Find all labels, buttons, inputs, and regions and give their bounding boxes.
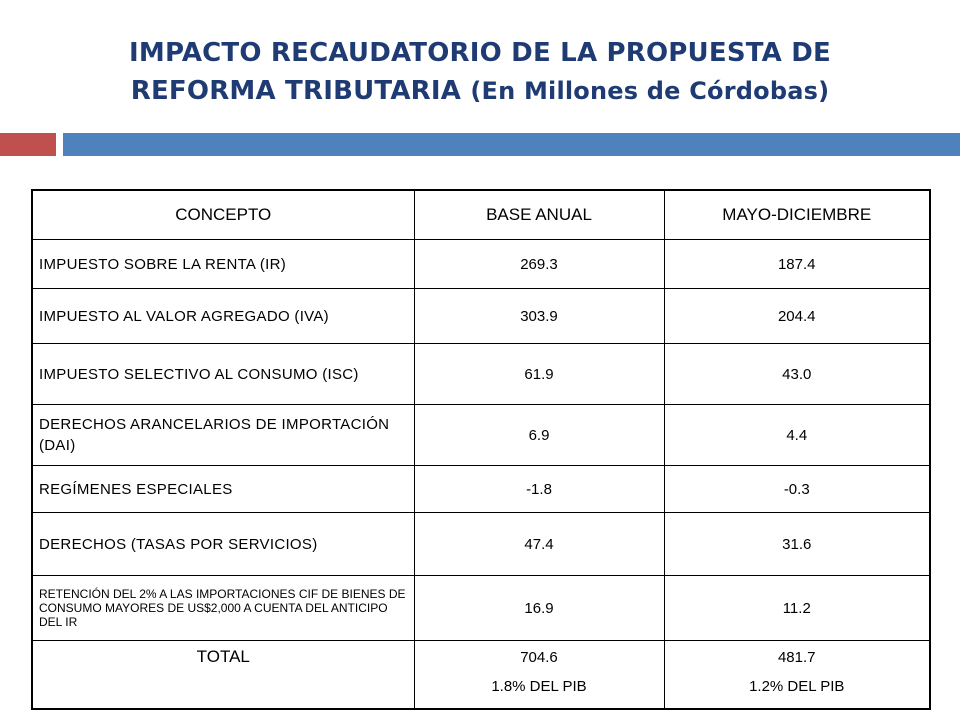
mayo-diciembre-cell: 204.4 <box>664 289 930 344</box>
table-row <box>32 466 930 513</box>
header-base-anual: BASE ANUAL <box>414 190 664 240</box>
mayo-diciembre-cell: 4.4 <box>664 405 930 466</box>
total-mayo-diciembre-cell <box>664 641 930 710</box>
base-anual-cell: 16.9 <box>414 576 664 641</box>
total-base-anual-cell <box>414 641 664 710</box>
table-row <box>32 344 930 405</box>
mayo-diciembre-cell: -0.3 <box>664 466 930 513</box>
total-base-value: 704.6 <box>520 649 558 666</box>
total-base-pib: 1.8% DEL PIB <box>491 678 587 695</box>
table-row <box>32 289 930 344</box>
title-line-2-main: REFORMA TRIBUTARIA <box>130 76 462 106</box>
concept-cell: IMPUESTO AL VALOR AGREGADO (IVA) <box>32 289 414 344</box>
title-line-2 <box>40 72 920 110</box>
total-mayo-value: 481.7 <box>777 649 816 666</box>
header-mayo-diciembre: MAYO-DICIEMBRE <box>664 190 930 240</box>
accent-bar-red <box>0 133 56 156</box>
mayo-diciembre-cell: 11.2 <box>664 576 930 641</box>
page-title <box>40 34 920 110</box>
title-line-1: IMPACTO RECAUDATORIO DE LA PROPUESTA DE <box>129 38 831 68</box>
base-anual-cell: 6.9 <box>414 405 664 466</box>
concept-cell: IMPUESTO SELECTIVO AL CONSUMO (ISC) <box>32 344 414 405</box>
base-anual-cell: -1.8 <box>414 466 664 513</box>
table-total-row <box>32 641 930 710</box>
tax-impact-table <box>31 189 931 710</box>
table-row <box>32 513 930 576</box>
concept-cell: RETENCIÓN DEL 2% A LAS IMPORTACIONES CIF DE BIENES DE CONSUMO MAYORES DE US$2,000 A CUENTA DEL ANTICIPO DEL IR <box>32 576 414 641</box>
table-row <box>32 576 930 641</box>
title-line-2-sub: (En Millones de Córdobas) <box>470 77 830 105</box>
table-header-row <box>32 190 930 240</box>
base-anual-cell: 269.3 <box>414 240 664 289</box>
concept-cell: DERECHOS (TASAS POR SERVICIOS) <box>32 513 414 576</box>
table-row <box>32 240 930 289</box>
concept-cell: REGÍMENES ESPECIALES <box>32 466 414 513</box>
header-concepto: CONCEPTO <box>32 190 414 240</box>
concept-cell: DERECHOS ARANCELARIOS DE IMPORTACIÓN (DAI) <box>32 405 414 466</box>
concept-cell: IMPUESTO SOBRE LA RENTA (IR) <box>32 240 414 289</box>
mayo-diciembre-cell: 187.4 <box>664 240 930 289</box>
total-mayo-pib: 1.2% DEL PIB <box>749 678 845 695</box>
mayo-diciembre-cell: 31.6 <box>664 513 930 576</box>
base-anual-cell: 47.4 <box>414 513 664 576</box>
table-row <box>32 405 930 466</box>
total-label: TOTAL <box>32 641 414 710</box>
accent-bar-blue <box>63 133 960 156</box>
mayo-diciembre-cell: 43.0 <box>664 344 930 405</box>
base-anual-cell: 303.9 <box>414 289 664 344</box>
base-anual-cell: 61.9 <box>414 344 664 405</box>
